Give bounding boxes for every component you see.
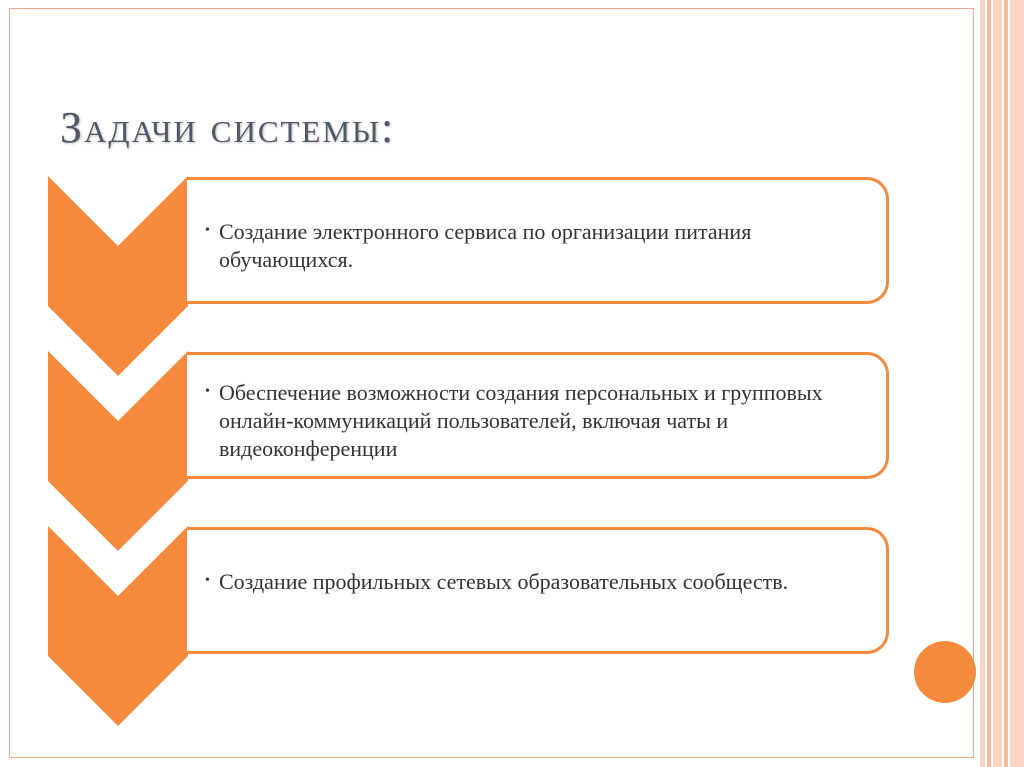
step-box-3 — [187, 527, 889, 654]
bullet-icon: • — [205, 573, 210, 588]
step-label-1: Создание электронного сервиса по организации питания обучающихся. — [219, 219, 752, 272]
chevron-shape-1 — [48, 176, 188, 376]
step-label-2: Обеспечение возможности создания персональных и групповых онлайн-коммуникаций пользователей, включая чаты и видеоконференции — [219, 380, 823, 461]
step-label-3: Создание профильных сетевых образовательных сообществ. — [219, 569, 789, 594]
step-text-2 — [205, 379, 866, 463]
step-text-3 — [205, 568, 866, 596]
bullet-icon: • — [205, 223, 210, 238]
step-text-1 — [205, 218, 866, 274]
slide-title: Задачи системы: — [60, 103, 396, 152]
chevron-shape-3 — [48, 526, 188, 726]
step-box-1 — [187, 177, 889, 304]
bullet-icon: • — [205, 384, 210, 399]
step-box-2 — [187, 352, 889, 479]
decorative-circle — [914, 641, 976, 703]
chevron-shape-2 — [48, 351, 188, 551]
